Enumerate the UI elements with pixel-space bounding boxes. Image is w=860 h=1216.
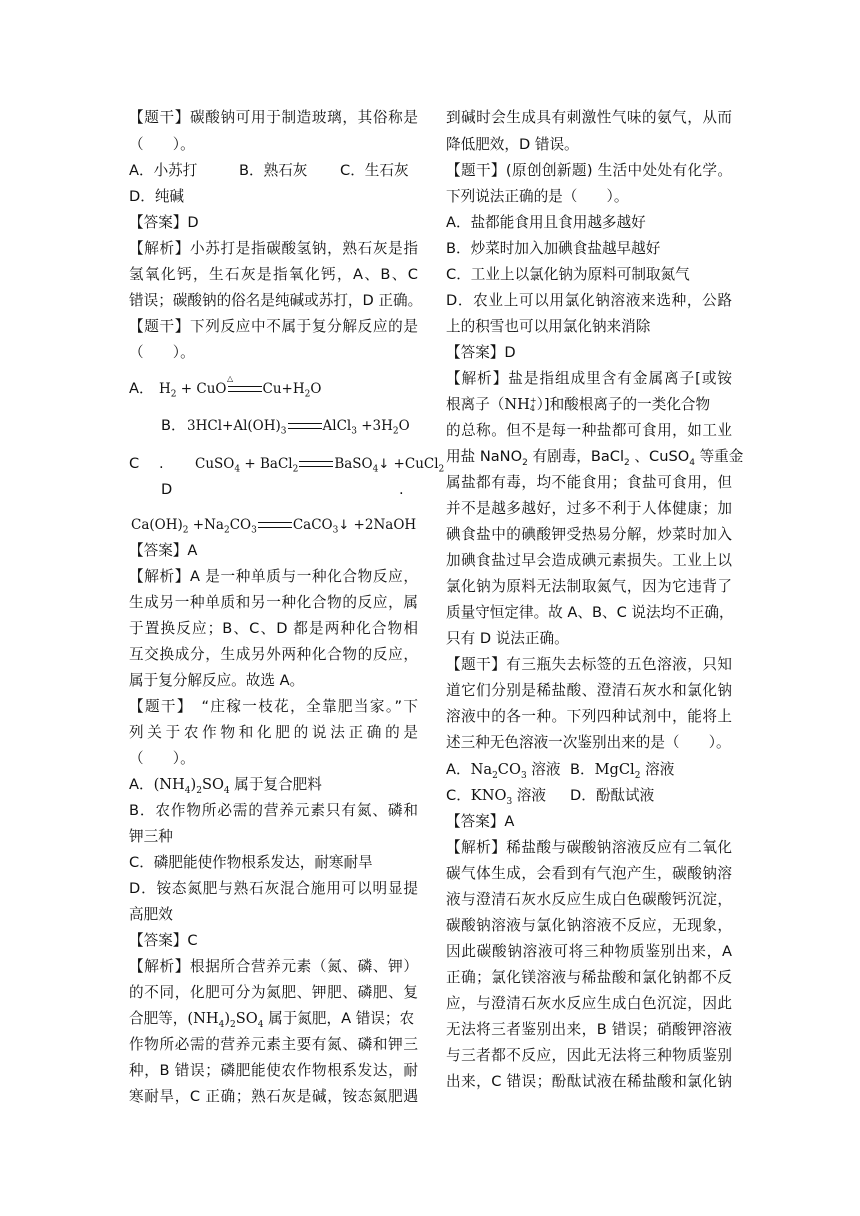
- q5-explanation-line: 碳气体生成，会看到有气泡产生，碳酸钠溶: [446, 865, 732, 882]
- eq-text: CO: [497, 761, 521, 778]
- q3-option-d: D．铵态氮肥与熟石灰混合施用可以明显提: [129, 880, 418, 897]
- q3-option-a: [129, 775, 418, 795]
- formula: [470, 787, 513, 807]
- q1-stem: 【题干】碳酸钠可用于制造玻璃，其俗称是: [129, 109, 418, 126]
- eq-sub: 4: [184, 785, 191, 796]
- q4-explanation-line: [446, 447, 744, 468]
- text: 有剧毒，BaCl: [527, 448, 625, 465]
- q2-explanation-line: 属于复分解反应。故选 A。: [129, 672, 305, 689]
- q3-option-d-cont: 高肥效: [129, 906, 173, 923]
- q2-option-a: [129, 374, 418, 400]
- eq-sub: 2: [292, 464, 299, 475]
- q5-explanation-line: 碳酸钠溶液与氯化钠溶液不反应，无现象，: [446, 917, 732, 934]
- q5-stem: 【题干】有三瓶失去标签的五色溶液，只知: [446, 656, 732, 673]
- q3-option-b-cont: 钾三种: [129, 828, 173, 845]
- q2-answer: 【答案】A: [129, 542, 198, 559]
- eq-sub: 3: [251, 525, 257, 536]
- eq-text: H: [159, 381, 171, 397]
- q4-option-d-cont: 上的积雪也可以用氯化钠来消除: [446, 318, 651, 335]
- eq-sub: 2: [624, 457, 630, 468]
- q4-option-c: C．工业上以氯化钠为原料可制取氮气: [446, 266, 690, 283]
- text: ）]和酸根离子的一类化合物: [536, 396, 711, 413]
- eq-text: (NH: [187, 1010, 219, 1027]
- eq-sub: 4: [257, 1019, 264, 1030]
- text: 用盐 NaNO: [446, 448, 523, 465]
- charge: [530, 397, 537, 413]
- eq-sub: 2: [438, 464, 445, 475]
- text: 、CuSO: [629, 448, 690, 465]
- q5-option-c: [446, 786, 546, 806]
- option-text: 溶液: [512, 787, 546, 804]
- q1-option-c: C．生石灰: [340, 162, 409, 179]
- q2-option-d-label: D: [161, 481, 173, 498]
- q3-explanation-line: 作物所必需的营养元素主要有氮、磷和钾三: [129, 1036, 418, 1053]
- eq-sub: 4: [689, 457, 695, 468]
- q1-answer: 【答案】D: [129, 214, 199, 231]
- q5-option-b: [570, 760, 674, 780]
- eq-sub: 3: [351, 426, 357, 437]
- eq-sub: 2: [392, 426, 399, 437]
- q4-explanation-line: 加碘食盐过早会造成碘元素损失。工业上以: [446, 552, 732, 569]
- q2-stem: 【题干】下列反应中不属于复分解反应的是: [129, 318, 418, 335]
- eq-text: Na: [470, 761, 493, 778]
- eq-text: Ca(OH): [131, 517, 183, 533]
- q2-option-c-label: C: [129, 455, 140, 472]
- q3-option-a-formula: [153, 776, 230, 796]
- eq-text: O: [310, 381, 322, 397]
- q4-explanation-line: 只有 D 说法正确。: [446, 630, 569, 647]
- q5-explanation-line: 出来，C 错误；酚酞试液在稀盐酸和氯化钠: [446, 1073, 732, 1090]
- eq-text: +Na: [188, 517, 224, 533]
- eq-text: SO: [201, 776, 224, 793]
- eq-text: CuSO: [195, 456, 235, 472]
- q3-option-b: B．农作物所必需的营养元素只有氮、磷和: [129, 802, 418, 819]
- formula: [594, 761, 641, 781]
- heating-symbol: △: [227, 374, 234, 383]
- option-label: C．: [446, 787, 471, 804]
- q4-explanation-line: [446, 395, 732, 415]
- eq-text: 3HCl+Al(OH): [187, 418, 281, 434]
- eq-text: CO: [229, 517, 252, 533]
- q3-stem: 列关于农作物和化肥的说法正确的是: [129, 724, 418, 741]
- q2-option-b-equation: [187, 416, 410, 436]
- q2-option-c-dot: .: [159, 455, 164, 472]
- q2-explanation-line: 于置换反应；B、C、D 都是两种化合物相: [129, 620, 418, 637]
- q2-explanation-line: 【解析】A 是一种单质与一种化合物反应，: [129, 568, 418, 585]
- q1-stem-paren: （ ）。: [129, 136, 195, 153]
- eq-text: +3H: [356, 418, 393, 434]
- eq-text: (NH: [153, 776, 185, 793]
- q5-answer: 【答案】A: [446, 813, 515, 830]
- q5-stem: 道它们分别是稀盐酸、澄清石灰水和氯化钠: [446, 682, 732, 699]
- eq-text: Cu+H: [262, 381, 305, 397]
- q4-explanation-line: 质量守恒定律。故 A、B、C 说法均不正确，: [446, 604, 734, 621]
- q3-explanation-line: 的不同，化肥可分为氮肥、钾肥、磷肥、复: [129, 984, 418, 1001]
- q3-explanation-line: 种，B 错误；磷肥能使农作物根系发达，耐: [129, 1062, 418, 1079]
- eq-sub: 4: [218, 1019, 225, 1030]
- q5-stem: 述三种无色溶液一次鉴别出来的是（ ）。: [446, 734, 731, 751]
- eq-sub: 4: [234, 464, 241, 475]
- text: 属于氮肥，A 错误；农: [263, 1010, 415, 1027]
- eq-sub: 2: [196, 785, 202, 796]
- q2-option-c-equation: [195, 454, 444, 475]
- eq-sub: 2: [522, 457, 528, 468]
- q3-explanation-line: 【解析】根据所合营养元素（氮、磷、钾）: [129, 958, 418, 975]
- eq-sup: +: [529, 396, 537, 405]
- q5-explanation-line: 应，与澄清石灰水反应生成白色沉淀，因此: [446, 995, 732, 1012]
- eq-sub: 4: [372, 464, 379, 475]
- q4-answer: 【答案】D: [446, 344, 516, 361]
- eq-sub: 2: [223, 525, 230, 536]
- eq-text: +CuCl: [389, 456, 439, 472]
- q3-explanation-line: [129, 1009, 418, 1029]
- eq-sub: 2: [182, 525, 189, 536]
- text: 等重金: [694, 448, 744, 465]
- eq-text: ): [224, 1010, 231, 1027]
- eq-sub: 3: [506, 796, 513, 807]
- q2-explanation-line: 生成另一种单质和另一种化合物的反应，属: [129, 594, 418, 611]
- text: 合肥等，: [129, 1010, 188, 1027]
- eq-sub: 2: [304, 389, 311, 400]
- eq-sub: 3: [520, 770, 527, 781]
- equals-sign: [299, 461, 333, 467]
- q1-option-d: D．纯碱: [129, 188, 185, 205]
- eq-text: O: [398, 418, 410, 434]
- eq-text: + CuO: [176, 381, 227, 397]
- option-text: 溶液: [526, 761, 561, 778]
- option-text: 属于复合肥料: [229, 776, 322, 793]
- eq-text: CaCO: [292, 517, 333, 533]
- eq-text: MgCl: [594, 761, 635, 778]
- q4-explanation-line: 的总称。但不是每一种盐都可食用，如工业: [446, 422, 732, 439]
- q5-explanation-line: 无法将三者鉴别出来，B 错误；硝酸钾溶液: [446, 1021, 732, 1038]
- q5-explanation-line: 【解析】稀盐酸与碳酸钠溶液反应有二氧化: [446, 839, 732, 856]
- q2-explanation-line: 互交换成分，生成另外两种化合物的反应，: [129, 646, 418, 663]
- q1-explanation-line: 【解析】小苏打是指碳酸氢钠，熟石灰是指: [129, 240, 418, 257]
- option-text: 溶液: [640, 761, 675, 778]
- eq-text: SO: [235, 1010, 258, 1027]
- q4-stem: 【题干】(原创创新题) 生活中处处有化学。: [446, 162, 732, 179]
- q1-explanation-line: 错误；碳酸钠的俗名是纯碱或苏打，D 正确。: [129, 292, 423, 309]
- q2-option-b-label: B．: [161, 417, 186, 434]
- q3-stem-paren: （ ）。: [129, 750, 195, 767]
- q3-explanation-cont: 降低肥效，D 错误。: [446, 136, 579, 153]
- equals-sign: [258, 522, 292, 528]
- q4-explanation-line: 【解析】盐是指组成里含有金属离子[或铵: [446, 370, 732, 387]
- q5-explanation-line: 因此碳酸钠溶液可将三种物质鉴别出来，A: [446, 943, 732, 960]
- option-label: A．: [129, 776, 154, 793]
- q1-option-b: B．熟石灰: [239, 162, 308, 179]
- q4-option-a: A．盐都能食用且食用越多越好: [446, 214, 646, 231]
- q4-explanation-line: 氯化钠为原料无法制取氮气，因为它违背了: [446, 578, 732, 595]
- equals-sign: [288, 423, 322, 429]
- eq-text: ): [190, 776, 197, 793]
- eq-text: +2NaOH: [349, 517, 417, 533]
- ammonium-formula: [504, 396, 536, 413]
- q5-explanation-line: 液与澄清石灰水反应生成白色碳酸钙沉淀，: [446, 891, 732, 908]
- q4-explanation-line: 碘食盐中的碘酸钾受热易分解，炒菜时加入: [446, 526, 732, 543]
- eq-sub: 4: [223, 785, 230, 796]
- q2-option-a-label: A．: [129, 380, 154, 397]
- q4-explanation-line: 并不是越多越好，过多不利于人体健康；加: [446, 500, 732, 517]
- q4-stem: 下列说法正确的是（ ）。: [446, 188, 629, 205]
- text: 根离子（: [446, 396, 505, 413]
- q3-stem: 【题干】 “庄稼一枝花，全靠肥当家。”下: [129, 698, 418, 715]
- q2-option-d-dot: .: [399, 481, 404, 498]
- eq-sub: 3: [332, 525, 339, 536]
- q5-explanation-line: 与三者都不反应，因此无法将三种物质鉴别: [446, 1047, 732, 1064]
- q3-answer: 【答案】C: [129, 932, 198, 949]
- formula: [470, 761, 527, 781]
- option-label: A．: [446, 761, 471, 778]
- eq-sub: 2: [170, 389, 177, 400]
- eq-text: NH: [504, 396, 530, 413]
- precipitate-arrow-icon: ↓: [378, 457, 390, 472]
- eq-sub: 2: [230, 1019, 236, 1030]
- option-label: B．: [570, 761, 595, 778]
- eq-sub: 2: [634, 770, 641, 781]
- q3-explanation-line: 寒耐旱，C 正确；熟石灰是碱，铵态氮肥遇: [129, 1088, 418, 1105]
- eq-text: AlCl: [322, 418, 352, 434]
- eq-text: BaSO: [334, 456, 373, 472]
- eq-sub: 3: [280, 426, 287, 437]
- eq-text: + BaCl: [240, 456, 293, 472]
- q4-option-d: D．农业上可以用氯化钠溶液来选种，公路: [446, 292, 732, 309]
- q4-explanation-line: 属盐都有毒，均不能食用；食盐可食用，但: [446, 474, 732, 491]
- q5-option-d: D．酚酞试液: [570, 787, 655, 804]
- precipitate-arrow-icon: ↓: [338, 518, 350, 533]
- eq-sub: 4: [529, 404, 535, 413]
- eq-text: KNO: [470, 787, 507, 804]
- q5-stem: 溶液中的各一种。下列四种试剂中，能将上: [446, 708, 732, 725]
- q3-explanation-cont: 到碱时会生成具有刺激性气味的氨气，从而: [446, 109, 732, 126]
- q1-option-a: A．小苏打: [129, 162, 198, 179]
- q5-explanation-line: 正确；氯化镁溶液与稀盐酸和氯化钠都不反: [446, 969, 732, 986]
- q2-option-d-equation: [131, 515, 416, 536]
- q1-explanation-line: 氢氧化钙，生石灰是指氧化钙，A、B、C: [129, 266, 418, 283]
- q2-stem-paren: （ ）。: [129, 344, 195, 361]
- q3-option-c: C．磷肥能使作物根系发达，耐寒耐旱: [129, 854, 373, 871]
- eq-sub: 2: [492, 770, 498, 781]
- formula: [187, 1010, 264, 1030]
- q2-option-a-equation: [159, 379, 321, 399]
- q5-option-a: [446, 760, 561, 780]
- q4-option-b: B．炒菜时加入加碘食盐越早越好: [446, 240, 661, 257]
